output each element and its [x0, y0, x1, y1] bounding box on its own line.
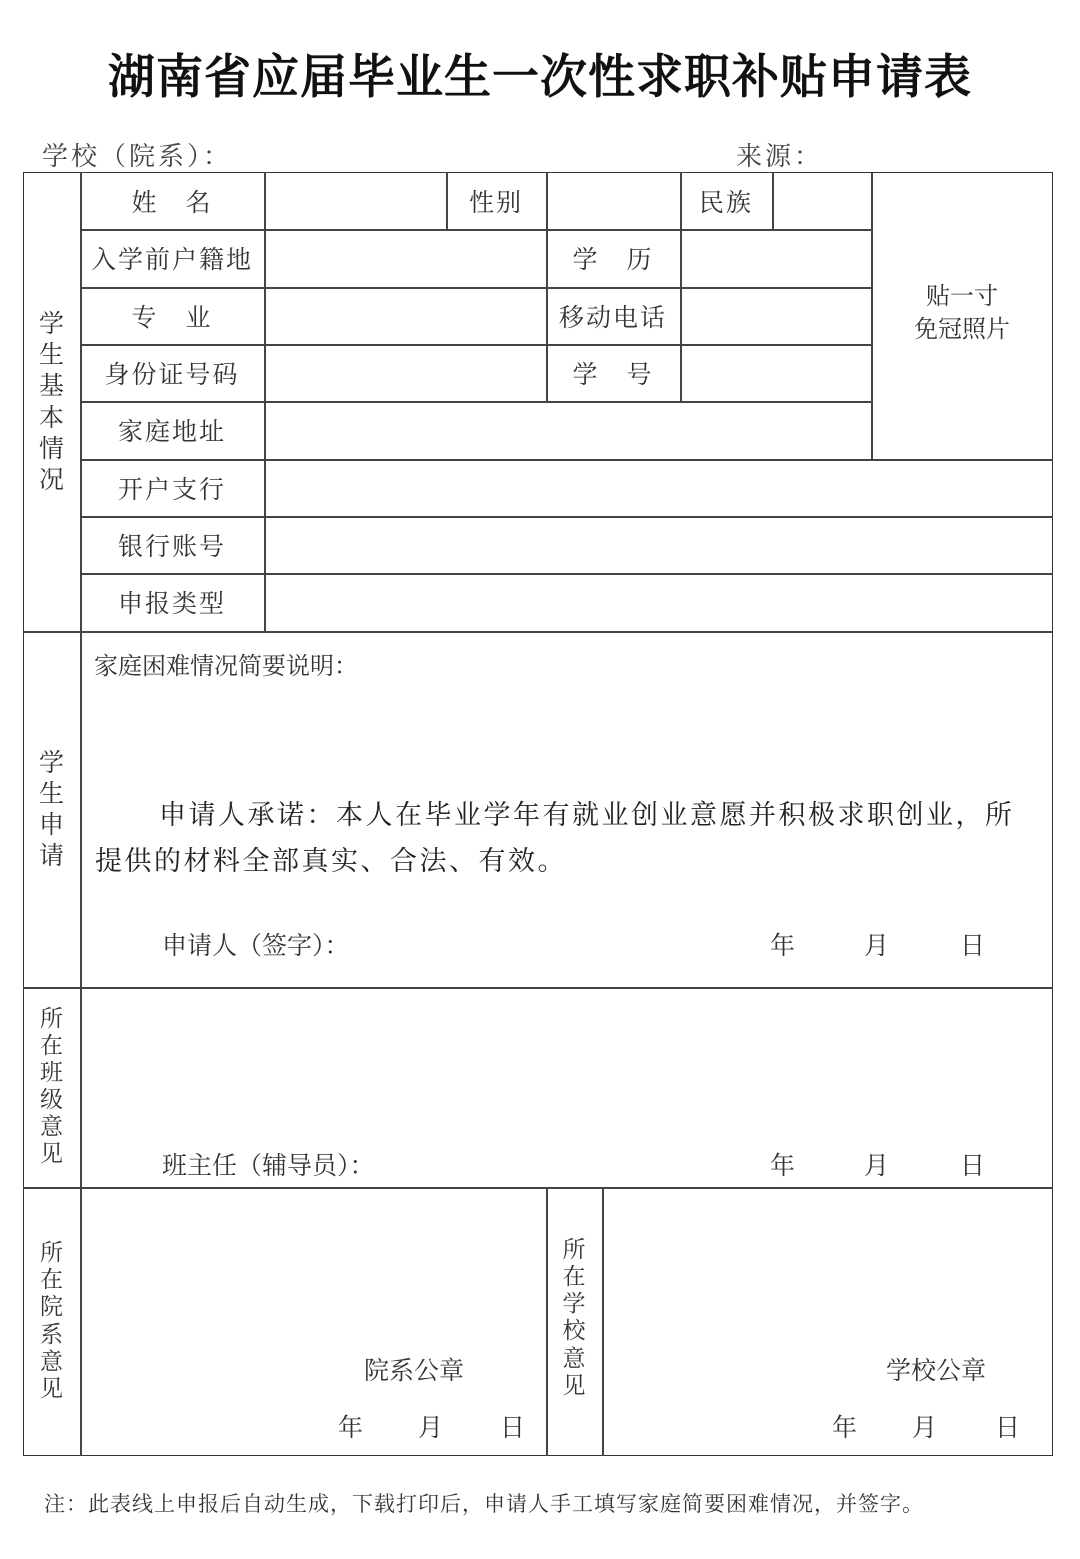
section-divider — [23, 631, 1053, 633]
class-date-month: 月 — [864, 1151, 890, 1180]
footnote: 注：此表线上申报后自动生成，下载打印后，申请人手工填写家庭简要困难情况，并签字。 — [44, 1492, 924, 1516]
class-date-year: 年 — [770, 1151, 796, 1180]
applicant-signature-field[interactable] — [370, 920, 750, 960]
form-title: 湖南省应届毕业生一次性求职补贴申请表 — [108, 50, 972, 105]
department-seal-label: 院系公章 — [364, 1356, 465, 1385]
department-date-day: 日 — [500, 1413, 526, 1442]
school-date-year: 年 — [832, 1413, 858, 1442]
address-field[interactable] — [264, 401, 871, 459]
apply-date-year: 年 — [770, 931, 796, 960]
education-field[interactable] — [680, 229, 871, 287]
applicant-pledge: 申请人承诺：本人在毕业学年有就业创业意愿并积极求职创业，所提供的材料全部真实、合法、有效。 — [95, 800, 1015, 877]
major-label: 专 业 — [131, 302, 213, 332]
student-no-label: 学 号 — [572, 359, 654, 389]
hukou-field[interactable] — [264, 229, 546, 287]
applicant-signature-label: 申请人（签字）： — [162, 931, 350, 960]
ethnicity-field[interactable] — [772, 172, 871, 229]
apply-date-month: 月 — [864, 931, 890, 960]
student-no-field[interactable] — [680, 344, 871, 401]
difficulty-description-area[interactable] — [82, 680, 1050, 780]
apply-date-day: 日 — [960, 931, 986, 960]
address-label: 家庭地址 — [117, 417, 226, 446]
class-opinion-area[interactable] — [82, 990, 1050, 1120]
hukou-label: 入学前户籍地 — [90, 245, 253, 274]
section-label-class-opinion: 所 在 班 级 意 见 — [40, 1005, 63, 1168]
department-date-month: 月 — [418, 1413, 444, 1442]
bank-account-field[interactable] — [264, 516, 1053, 573]
school-date-month: 月 — [912, 1413, 938, 1442]
section-label-basic-info: 学 生 基 本 情 况 — [38, 308, 64, 494]
school-seal-label: 学校公章 — [886, 1356, 987, 1385]
section-divider — [23, 987, 1053, 989]
gender-label: 性别 — [468, 187, 523, 217]
section-label-application: 学 生 申 请 — [38, 747, 64, 871]
school-opinion-area[interactable] — [604, 1190, 1050, 1340]
photo-placeholder: 贴一寸 免冠照片 — [914, 282, 1010, 343]
source-label: 来源： — [736, 142, 824, 172]
name-field[interactable] — [264, 172, 446, 229]
gender-field[interactable] — [546, 172, 680, 229]
school-label: 学校（院系）： — [42, 142, 233, 172]
class-date-day: 日 — [960, 1151, 986, 1180]
name-label: 姓 名 — [131, 187, 213, 217]
bank-branch-label: 开户支行 — [117, 474, 226, 504]
apply-type-field[interactable] — [264, 573, 1053, 631]
ethnicity-label: 民族 — [698, 187, 753, 217]
section-divider — [23, 1187, 1053, 1189]
bank-branch-field[interactable] — [264, 459, 1053, 516]
difficulty-description-label: 家庭困难情况简要说明： — [94, 652, 358, 680]
section-label-department-opinion: 所 在 院 系 意 见 — [40, 1240, 63, 1402]
school-date-day: 日 — [995, 1413, 1021, 1442]
mobile-label: 移动电话 — [558, 302, 667, 332]
id-number-label: 身份证号码 — [104, 359, 240, 389]
apply-type-label: 申报类型 — [117, 589, 226, 618]
class-teacher-label: 班主任（辅导员）： — [162, 1151, 375, 1180]
education-label: 学 历 — [572, 245, 654, 274]
mobile-field[interactable] — [680, 287, 871, 344]
major-field[interactable] — [264, 287, 546, 344]
section-label-school-opinion: 所 在 学 校 意 见 — [562, 1237, 586, 1399]
department-opinion-area[interactable] — [82, 1190, 544, 1340]
department-date-year: 年 — [338, 1413, 364, 1442]
id-number-field[interactable] — [264, 344, 546, 401]
bank-account-label: 银行账号 — [117, 531, 226, 561]
